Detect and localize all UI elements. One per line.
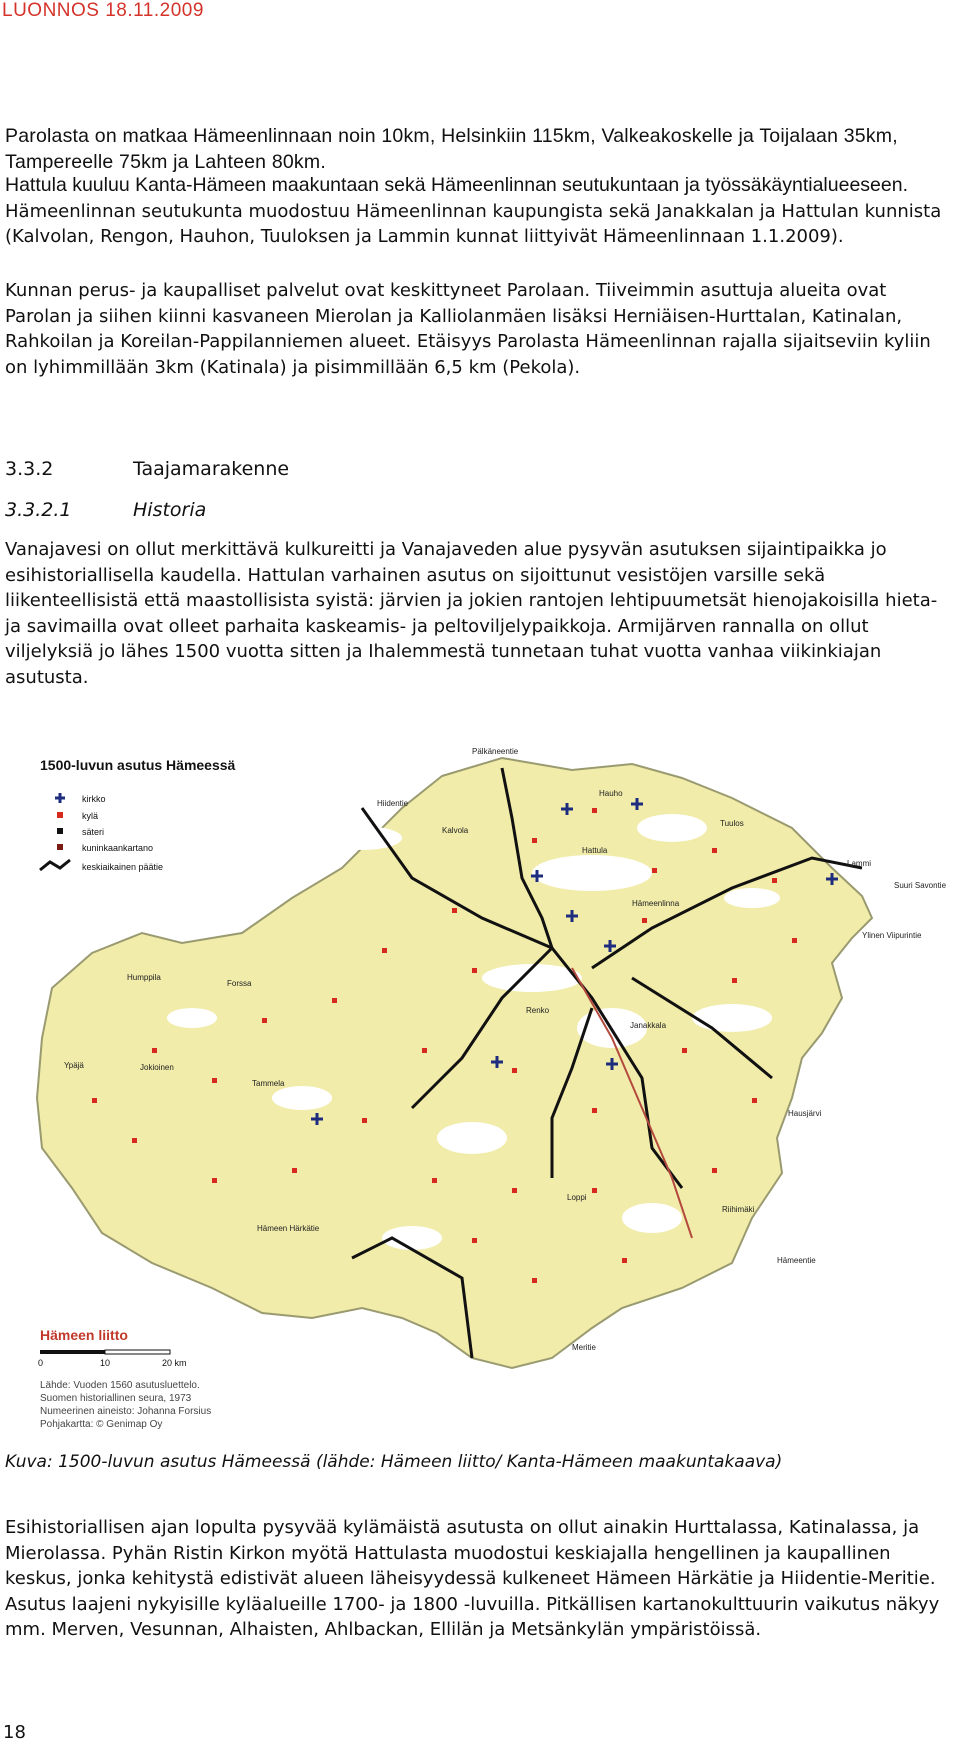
legend-road: keskiaikainen päätie	[82, 862, 164, 872]
heading-text: Historia	[133, 499, 207, 521]
place-label: Kalvola	[442, 826, 469, 835]
paragraph-settlement: Esihistoriallisen ajan lopulta pysyvää kylämäistä asutusta on ollut ainakin Hurttalassa, Katinalassa, ja Mierolassa. Pyhän Ristin Kirkon myötä Hattulasta muodostui keskiajalla hengellinen ja kaupallinen keskus, jonka kehitystä edistivät alueen läheisyydessä kulkeneet Hämeen Härkätie ja Hiidentie-Meritie. Asutus laajeni nykyisille kyläalueille 1700- ja 1800 -luvuilla. Pitkällisen kartanokulttuurin vaikutus näkyy mm. Merven, Vesunnan, Alhaisten, Ahlbackan, Ellilän ja Metsänkylän ympäristöissä.	[5, 1517, 940, 1640]
paragraph-history: Vanajavesi on ollut merkittävä kulkureitti ja Vanajaveden alue pysyvän asutuksen sijaintipaikka jo esihistoriallisella kaudella. Hattulan varhainen asutus on sijoittunut vesistöjen varsille sekä liikenteellisistä että maastollisista syistä: järvien ja jokien rantojen lehtipuumetsät hienojakoisilla hieta- ja savimailla ovat olleet parhaita kaskeamis- ja peltoviljelypaikkoja. Armijärven rannalla on ollut viljelyksiä jo lähes 1500 vuotta sitten ja Ihalemmestä tunnetaan tuhat vuotta vanhaa viikinkiajan asutusta.	[5, 539, 938, 688]
place-label: Hiidentie	[377, 799, 409, 808]
scale-bar-segment	[105, 1350, 170, 1354]
place-label: Renko	[526, 1006, 550, 1015]
place-label: Loppi	[567, 1193, 587, 1202]
place-label: Hattula	[582, 846, 608, 855]
legend-royal-manor: kuninkaankartano	[82, 843, 154, 853]
paragraph-region-part1: Hattula kuuluu Kanta-Hämeen maakuntaan sekä Hämeenlinnan seutukuntaan ja työssäkäyntialueeseen.	[5, 174, 908, 196]
figure-caption: Kuva: 1500-luvun asutus Hämeessä (lähde: Hämeen liitto/ Kanta-Hämeen maakuntakaava)	[5, 1452, 783, 1472]
place-label: Hämeenlinna	[632, 899, 680, 908]
heading-historia	[5, 499, 206, 521]
scale-label: 10	[100, 1358, 111, 1368]
place-label: Humppila	[127, 973, 161, 982]
place-label: Meritie	[572, 1343, 597, 1352]
paragraph-region-part2: Hämeenlinnan seutukunta muodostuu Hämeenlinnan kaupungista sekä Janakkalan ja Hattulan kunnista (Kalvolan, Rengon, Hauhon, Tuuloksen ja Lammin kunnat liittyivät Hämeenlinnaan 1.1.2009).	[5, 200, 942, 247]
place-label: Pälkäneentie	[472, 747, 519, 756]
legend-village: kylä	[82, 811, 99, 821]
heading-taajamarakenne	[5, 458, 289, 480]
paragraph-services-part1: Kunnan perus- ja kaupalliset palvelut ovat keskittyneet Parolaan.	[5, 280, 591, 301]
place-label: Hämeen Härkätie	[257, 1224, 320, 1233]
place-label: Suuri Savontie	[894, 881, 947, 890]
map-legend	[40, 793, 163, 872]
source-line: Numeerinen aineisto: Johanna Forsius	[40, 1406, 212, 1417]
settlement-map	[32, 718, 952, 1448]
page-number: 18	[3, 1722, 26, 1743]
paragraph-distances: Parolasta on matkaa Hämeenlinnaan noin 10km, Helsinkiin 115km, Valkeakoskelle ja Toijalaan 35km, Tampereelle 75km ja Lahteen 80km.	[5, 125, 898, 173]
place-label: Hämeentie	[777, 1256, 816, 1265]
paragraph-services	[5, 278, 955, 380]
source-line: Suomen historiallinen seura, 1973	[40, 1393, 192, 1404]
scale-label: 0	[38, 1358, 44, 1368]
map-title: 1500-luvun asutus Hämeessä	[40, 757, 236, 773]
place-label: Tammela	[252, 1079, 285, 1088]
place-label: Riihimäki	[722, 1205, 755, 1214]
hameen-liitto-logo: Hämeen liitto	[40, 1327, 128, 1343]
place-label: Forssa	[227, 979, 252, 988]
manor-symbol	[57, 828, 63, 834]
place-label: Hausjärvi	[788, 1109, 822, 1118]
legend-church: kirkko	[82, 794, 106, 804]
village-symbol	[57, 812, 63, 818]
place-label: Ylinen Viipurintie	[862, 931, 922, 940]
heading-number: 3.3.2.1	[5, 499, 72, 521]
place-label: Hauho	[599, 789, 623, 798]
legend-manor: säteri	[82, 827, 105, 837]
source-line: Lähde: Vuoden 1560 asutusluettelo.	[40, 1380, 200, 1391]
heading-text: Taajamarakenne	[133, 458, 290, 480]
place-label: Jokioinen	[140, 1063, 174, 1072]
paragraph-services-part2: Tiiveimmin asuttuja alueita ovat Parolan ja siihen kiinni kasvaneen Mierolan ja Kalliolanmäen lisäksi Herniäisen-Hurttalan, Katinalan, Rahkoilan ja Koreilan-Pappilanniemen alueet. Etäisyys Parolasta Hämeenlinnan rajalla sijaitseviin kyliin on lyhimmillään 3km (Katinala) ja pisimmillään 6,5 km (Pekola).	[5, 280, 931, 378]
road-symbol	[40, 860, 70, 870]
royal-manor-symbol	[57, 844, 63, 850]
place-label: Ypäjä	[64, 1061, 84, 1070]
church-symbol	[55, 793, 65, 803]
place-label: Tuulos	[720, 819, 744, 828]
map-source	[40, 1380, 211, 1430]
heading-number: 3.3.2	[5, 458, 54, 480]
place-label: Janakkala	[630, 1021, 667, 1030]
draft-label: LUONNOS 18.11.2009	[2, 0, 204, 21]
source-line: Pohjakartta: © Genimap Oy	[40, 1419, 163, 1430]
place-label: Lammi	[847, 859, 872, 868]
paragraph-region	[5, 173, 955, 250]
scale-label: 20 km	[162, 1358, 187, 1368]
